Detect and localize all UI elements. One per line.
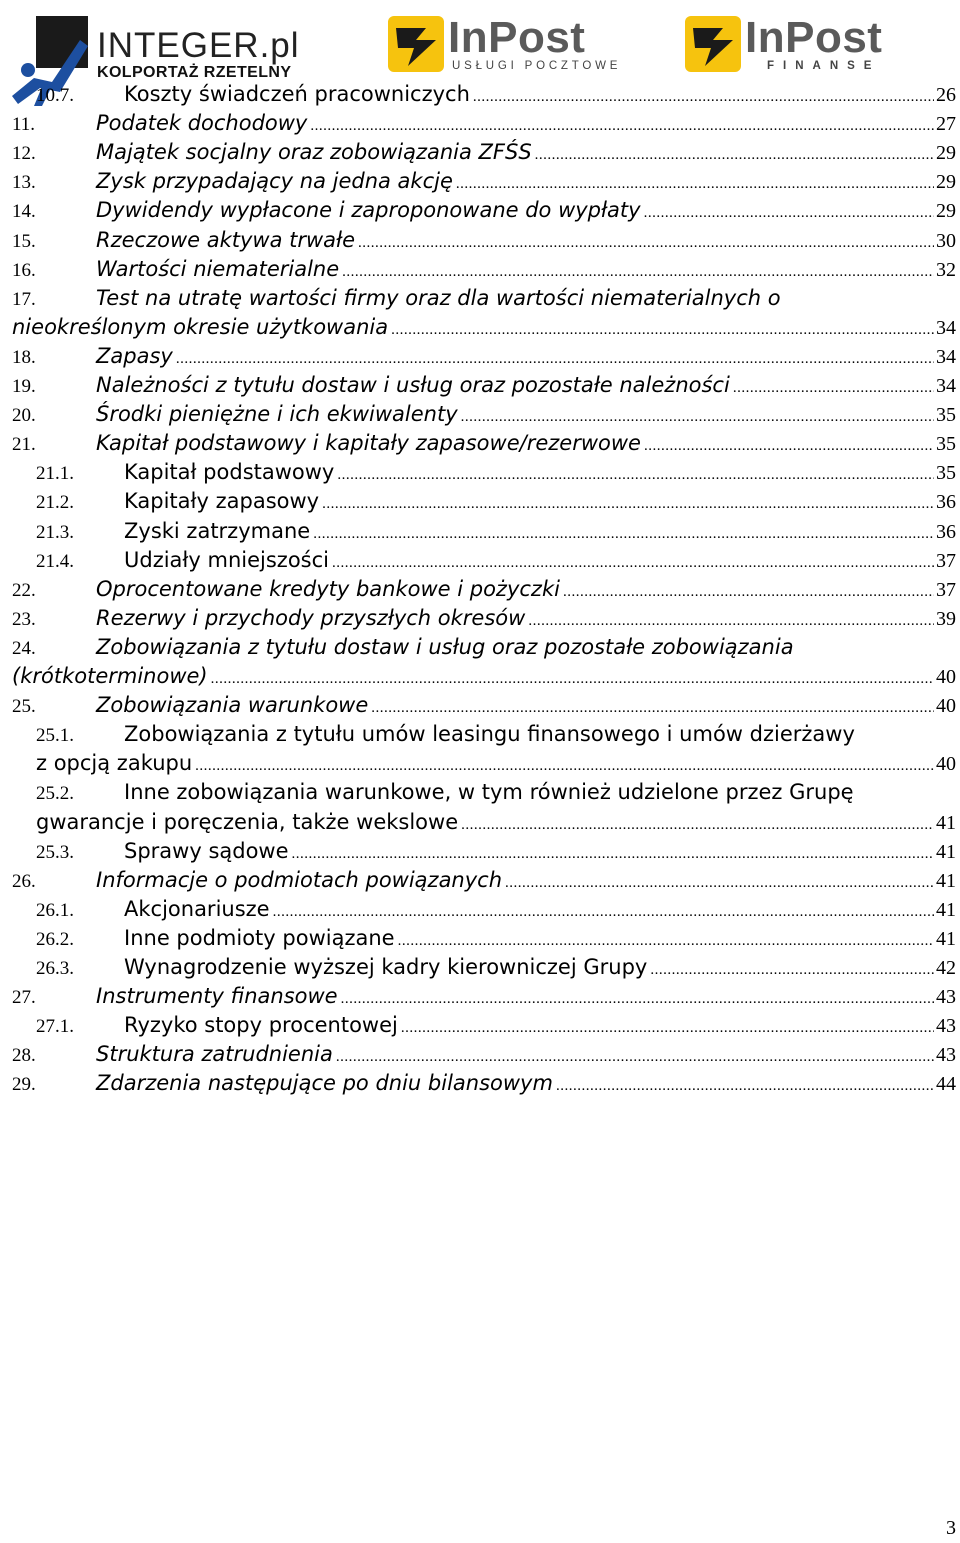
toc-leader-dots: [310, 112, 934, 141]
toc-entry-page: 43: [936, 1044, 956, 1067]
toc-entry-page: 37: [936, 549, 956, 572]
toc-entry-title: Inne zobowiązania warunkowe, w tym również udzielone przez Grupę: [124, 780, 854, 805]
toc-entry-page: 40: [936, 753, 956, 776]
toc-entry-page: 36: [936, 520, 956, 543]
toc-entry-title: Wartości niematerialne: [96, 256, 340, 281]
toc-entry-number: 20.: [12, 405, 36, 427]
toc-entry[interactable]: [0, 546, 960, 575]
toc-leader-dots: [461, 811, 934, 840]
toc-leader-dots: [535, 141, 934, 170]
inpost-tagline: USŁUGI POCZTOWE: [452, 60, 622, 72]
inpost-finanse-tagline: FINANSE: [767, 60, 881, 72]
toc-leader-dots: [358, 229, 934, 258]
toc-entry-title: Ryzyko stopy procentowej: [124, 1013, 398, 1038]
toc-entry-page: 29: [936, 171, 956, 194]
toc-entry-page: 40: [936, 695, 956, 718]
toc-leader-dots: [341, 985, 934, 1014]
toc-entry-title: Akcjonariusze: [124, 896, 270, 921]
toc-entry-number: 18.: [12, 346, 36, 368]
toc-entry-page: 43: [936, 1015, 956, 1038]
toc-entry[interactable]: [0, 633, 960, 662]
toc-leader-dots: [644, 199, 934, 228]
toc-entry[interactable]: [0, 255, 960, 284]
toc-entry-title: Struktura zatrudnienia: [96, 1042, 333, 1067]
toc-entry-number: 10.7.: [36, 85, 74, 106]
toc-entry-title: Podatek dochodowy: [96, 111, 308, 136]
toc-entry-continuation[interactable]: [0, 313, 960, 342]
toc-entry-continuation[interactable]: [0, 749, 960, 778]
toc-entry-number: 12.: [12, 143, 36, 165]
toc-entry-number: 21.2.: [36, 492, 74, 514]
inpost-finanse-wordmark: InPost: [745, 13, 883, 62]
toc-entry-page: 42: [936, 957, 956, 979]
toc-entry-number: 14.: [12, 201, 36, 223]
toc-entry-title: Zobowiązania warunkowe: [96, 693, 369, 718]
toc-leader-dots: [195, 752, 934, 781]
inpost-finanse-arrow-icon: [683, 14, 743, 74]
toc-entry-page: 27: [936, 113, 956, 136]
toc-entry[interactable]: [0, 982, 960, 1011]
toc-leader-dots: [398, 927, 934, 956]
toc-entry-number: 24.: [12, 637, 36, 659]
inpost-finanse-logo: [683, 14, 933, 76]
toc-entry[interactable]: [0, 167, 960, 196]
toc-entry-number: 28.: [12, 1045, 36, 1067]
toc-leader-dots: [292, 840, 934, 869]
toc-entry-number: 13.: [12, 172, 36, 194]
toc-leader-dots: [371, 694, 934, 723]
toc-entry-number: 21.: [12, 434, 36, 456]
toc-leader-dots: [650, 956, 934, 985]
toc-entry-title: Kapitał podstawowy i kapitały zapasowe/rezerwowe: [96, 431, 641, 456]
toc-entry-page: 41: [936, 927, 956, 950]
toc-entry-number: 21.4.: [36, 550, 74, 572]
toc-entry[interactable]: [0, 866, 960, 895]
toc-entry-title: Wynagrodzenie wyższej kadry kierowniczej Grupy: [124, 955, 648, 979]
toc-entry-title: Sprawy sądowe: [124, 838, 289, 863]
toc-entry-title: Należności z tytułu dostaw i usług oraz pozostałe należności: [96, 373, 730, 397]
toc-entry-title: Zobowiązania z tytułu dostaw i usług oraz pozostałe zobowiązania: [96, 634, 794, 659]
toc-leader-dots: [337, 461, 934, 490]
toc-entry-number: 25.: [12, 696, 36, 718]
toc-entry[interactable]: [0, 778, 960, 807]
toc-entry-page: 41: [936, 869, 956, 892]
toc-entry-page: 26: [936, 84, 956, 106]
toc-entry[interactable]: [0, 837, 960, 866]
toc-entry-page: 35: [936, 404, 956, 427]
inpost-logo: [386, 14, 636, 76]
toc-leader-dots: [644, 432, 934, 461]
toc-entry-page: 34: [936, 316, 956, 339]
toc-entry-page: 34: [936, 375, 956, 397]
toc-entry[interactable]: [0, 924, 960, 953]
toc-entry-number: 26.1.: [36, 899, 74, 921]
toc-entry[interactable]: [0, 80, 960, 109]
toc-entry-page: 37: [936, 578, 956, 601]
toc-entry[interactable]: [0, 342, 960, 371]
toc-entry-continuation[interactable]: [0, 808, 960, 837]
toc-entry-title: Udziały mniejszości: [124, 547, 329, 572]
toc-leader-dots: [556, 1072, 934, 1101]
toc-entry-page: 41: [936, 811, 956, 834]
inpost-arrow-icon: [386, 14, 446, 74]
toc-entry-title: Zdarzenia następujące po dniu bilansowym: [96, 1071, 553, 1096]
inpost-wordmark: InPost: [448, 13, 586, 62]
toc-entry-page: 40: [936, 666, 956, 688]
toc-entry-number: 15.: [12, 230, 36, 252]
toc-leader-dots: [391, 316, 934, 345]
toc-entry-page: 43: [936, 986, 956, 1009]
toc-entry-number: 27.: [12, 987, 36, 1009]
toc-entry-page: 29: [936, 142, 956, 165]
toc-leader-dots: [336, 1043, 934, 1072]
toc-entry-title-continued: z opcją zakupu: [36, 751, 193, 776]
toc-entry-number: 22.: [12, 579, 36, 601]
toc-entry[interactable]: [0, 196, 960, 225]
toc-entry[interactable]: [0, 458, 960, 487]
toc-entry-continuation[interactable]: [0, 662, 960, 691]
toc-entry-title: Inne podmioty powiązane: [124, 925, 395, 950]
toc-entry[interactable]: [0, 720, 960, 749]
integer-tagline: KOLPORTAŻ RZETELNY: [97, 64, 292, 81]
toc-entry-title: Test na utratę wartości firmy oraz dla wartości niematerialnych o: [96, 285, 781, 310]
toc-entry-title: Majątek socjalny oraz zobowiązania ZFŚS: [96, 140, 532, 165]
toc-entry-page: 39: [936, 607, 956, 630]
toc-entry-page: 30: [936, 229, 956, 252]
toc-entry[interactable]: [0, 953, 960, 982]
toc-leader-dots: [211, 665, 934, 694]
toc-entry-title: Instrumenty finansowe: [96, 984, 338, 1009]
toc-entry-title-continued: gwarancje i poręczenia, także wekslowe: [36, 809, 459, 834]
toc-entry-number: 16.: [12, 259, 36, 281]
toc-entry-title: Dywidendy wypłacone i zaproponowane do wypłaty: [96, 198, 641, 223]
toc-entry-title: Rezerwy i przychody przyszłych okresów: [96, 605, 526, 630]
toc-entry-page: 41: [936, 840, 956, 863]
toc-leader-dots: [563, 578, 934, 607]
toc-leader-dots: [461, 403, 934, 432]
toc-entry-title: Zyski zatrzymane: [124, 518, 311, 543]
toc-entry-title: Koszty świadczeń pracowniczych: [124, 82, 470, 106]
toc-entry[interactable]: [0, 284, 960, 313]
toc-entry[interactable]: [0, 691, 960, 720]
toc-entry[interactable]: [0, 895, 960, 924]
toc-entry-title: Środki pieniężne i ich ekwiwalenty: [96, 402, 458, 427]
toc-entry-number: 25.2.: [36, 783, 74, 805]
toc-entry[interactable]: [0, 575, 960, 604]
toc-entry[interactable]: [0, 517, 960, 546]
toc-leader-dots: [313, 520, 934, 549]
page-number: 3: [946, 1517, 956, 1539]
toc-entry-page: 44: [936, 1073, 956, 1096]
toc-entry-title: Zysk przypadający na jedna akcję: [96, 169, 453, 194]
toc-entry-title: Oprocentowane kredyty bankowe i pożyczki: [96, 576, 560, 601]
toc-entry-page: 32: [936, 258, 956, 281]
toc-entry-page: 29: [936, 200, 956, 223]
toc-leader-dots: [322, 490, 934, 519]
toc-entry[interactable]: [0, 400, 960, 429]
toc-entry-title-continued: (krótkoterminowe): [12, 664, 208, 688]
toc-entry-number: 27.1.: [36, 1016, 74, 1038]
toc-leader-dots: [332, 549, 934, 578]
toc-entry-title-continued: nieokreślonym okresie użytkowania: [12, 314, 389, 339]
integer-wordmark: INTEGER.pl: [97, 26, 300, 65]
toc-entry-page: 35: [936, 433, 956, 456]
toc-entry-number: 25.1.: [36, 725, 74, 747]
toc-entry-page: 36: [936, 491, 956, 514]
toc-entry-number: 26.3.: [36, 958, 74, 979]
toc-entry-number: 21.3.: [36, 521, 74, 543]
toc-leader-dots: [473, 83, 934, 112]
toc-leader-dots: [456, 170, 934, 199]
toc-entry[interactable]: [0, 487, 960, 516]
toc-leader-dots: [401, 1014, 934, 1043]
toc-entry[interactable]: [0, 1069, 960, 1098]
toc-entry-number: 17.: [12, 288, 36, 310]
toc-entry-number: 11.: [12, 114, 36, 136]
toc-leader-dots: [176, 345, 934, 374]
toc-entry[interactable]: [0, 1040, 960, 1069]
toc-entry-number: 21.1.: [36, 463, 74, 485]
toc-entry-number: 23.: [12, 608, 36, 630]
toc-entry[interactable]: [0, 109, 960, 138]
toc-entry-title: Kapitały zapasowy: [124, 489, 320, 514]
toc-entry-page: 35: [936, 462, 956, 485]
toc-entry-title: Zapasy: [96, 343, 173, 368]
toc-entry-number: 25.3.: [36, 841, 74, 863]
toc-leader-dots: [342, 258, 934, 287]
toc-entry[interactable]: [0, 1011, 960, 1040]
toc-entry-title: Rzeczowe aktywa trwałe: [96, 227, 355, 252]
toc-entry[interactable]: [0, 138, 960, 167]
toc-entry-title: Informacje o podmiotach powiązanych: [96, 867, 503, 892]
toc-entry-title: Zobowiązania z tytułu umów leasingu finansowego i umów dzierżawy: [124, 722, 855, 747]
toc-leader-dots: [528, 607, 934, 636]
toc-entry-number: 19.: [12, 376, 36, 397]
toc-entry-number: 26.: [12, 870, 36, 892]
toc-leader-dots: [505, 869, 934, 898]
toc-entry-number: 29.: [12, 1074, 36, 1096]
toc-entry-page: 41: [936, 898, 956, 921]
toc-entry[interactable]: [0, 226, 960, 255]
toc-leader-dots: [733, 374, 934, 403]
toc-entry-page: 34: [936, 345, 956, 368]
toc-leader-dots: [273, 898, 934, 927]
toc-entry[interactable]: [0, 371, 960, 400]
toc-entry[interactable]: [0, 604, 960, 633]
toc-entry-number: 26.2.: [36, 928, 74, 950]
toc-entry[interactable]: [0, 429, 960, 458]
toc-entry-title: Kapitał podstawowy: [124, 460, 335, 485]
